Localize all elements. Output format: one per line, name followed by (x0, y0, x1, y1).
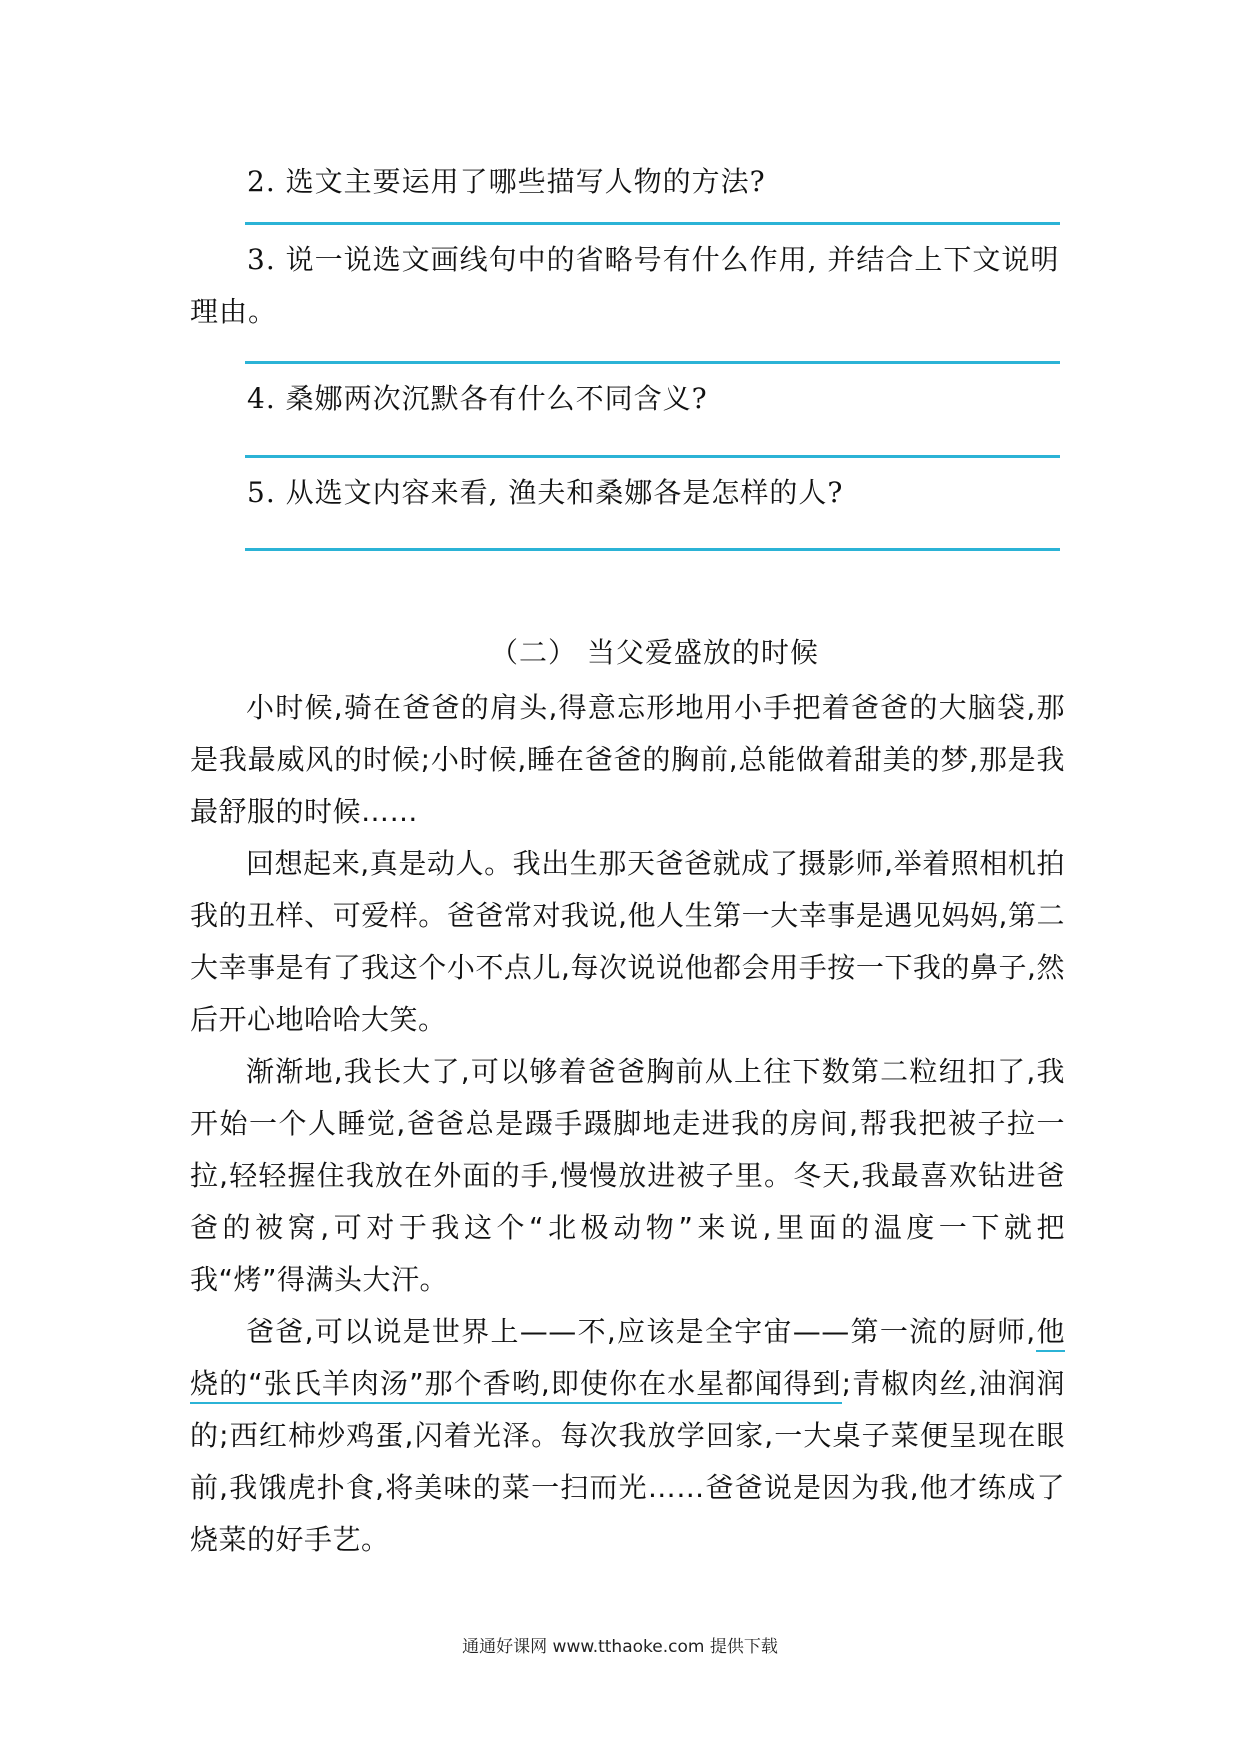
question-4: 4. 桑娜两次沉默各有什么不同含义? (247, 382, 708, 415)
question-2: 2. 选文主要运用了哪些描写人物的方法? (247, 165, 766, 198)
footer-credit: 通通好课网 www.tthaoke.com 提供下载 (462, 1637, 778, 1657)
paragraph-4-end: ;青椒肉丝,油润润的;西红柿炒鸡蛋,闪着光泽。每次我放学回家,一大桌子菜便呈现在眼前,我饿虎扑食,将美味的菜一扫而光……爸爸说是因为我,他才练成了烧菜的好手艺。 (190, 1367, 1065, 1556)
section-title: （二） 当父爱盛放的时候 (490, 636, 819, 669)
answer-line-4[interactable] (245, 455, 1060, 458)
answer-line-2[interactable] (245, 222, 1060, 225)
question-3: 3. 说一说选文画线句中的省略号有什么作用, 并结合上下文说明理由。 (190, 243, 1060, 328)
answer-line-3[interactable] (245, 361, 1060, 364)
paragraph-1: 小时候,骑在爸爸的肩头,得意忘形地用小手把着爸爸的大脑袋,那是我最威风的时候;小时候,睡在爸爸的胸前,总能做着甜美的梦,那是我最舒服的时候…… (190, 691, 1065, 828)
underlined-sentence: 他烧的“张氏羊肉汤”那个香哟,即使你在水星都闻得到 (190, 1315, 1065, 1404)
paragraph-4-start: 爸爸,可以说是世界上——不,应该是全宇宙——第一流的厨师, (246, 1315, 1036, 1348)
answer-line-5[interactable] (245, 548, 1060, 551)
paragraph-4 (190, 1306, 1065, 1566)
paragraph-2: 回想起来,真是动人。我出生那天爸爸就成了摄影师,举着照相机拍我的丑样、可爱样。爸爸常对我说,他人生第一大幸事是遇见妈妈,第二大幸事是有了我这个小不点儿,每次说说他都会用手按一下我的鼻子,然后开心地哈哈大笑。 (190, 847, 1065, 1036)
question-5: 5. 从选文内容来看, 渔夫和桑娜各是怎样的人? (247, 476, 844, 509)
paragraph-3: 渐渐地,我长大了,可以够着爸爸胸前从上往下数第二粒纽扣了,我开始一个人睡觉,爸爸总是蹑手蹑脚地走进我的房间,帮我把被子拉一拉,轻轻握住我放在外面的手,慢慢放进被子里。冬天,我最喜欢钻进爸爸的被窝,可对于我这个“北极动物”来说,里面的温度一下就把我“烤”得满头大汗。 (190, 1055, 1065, 1296)
